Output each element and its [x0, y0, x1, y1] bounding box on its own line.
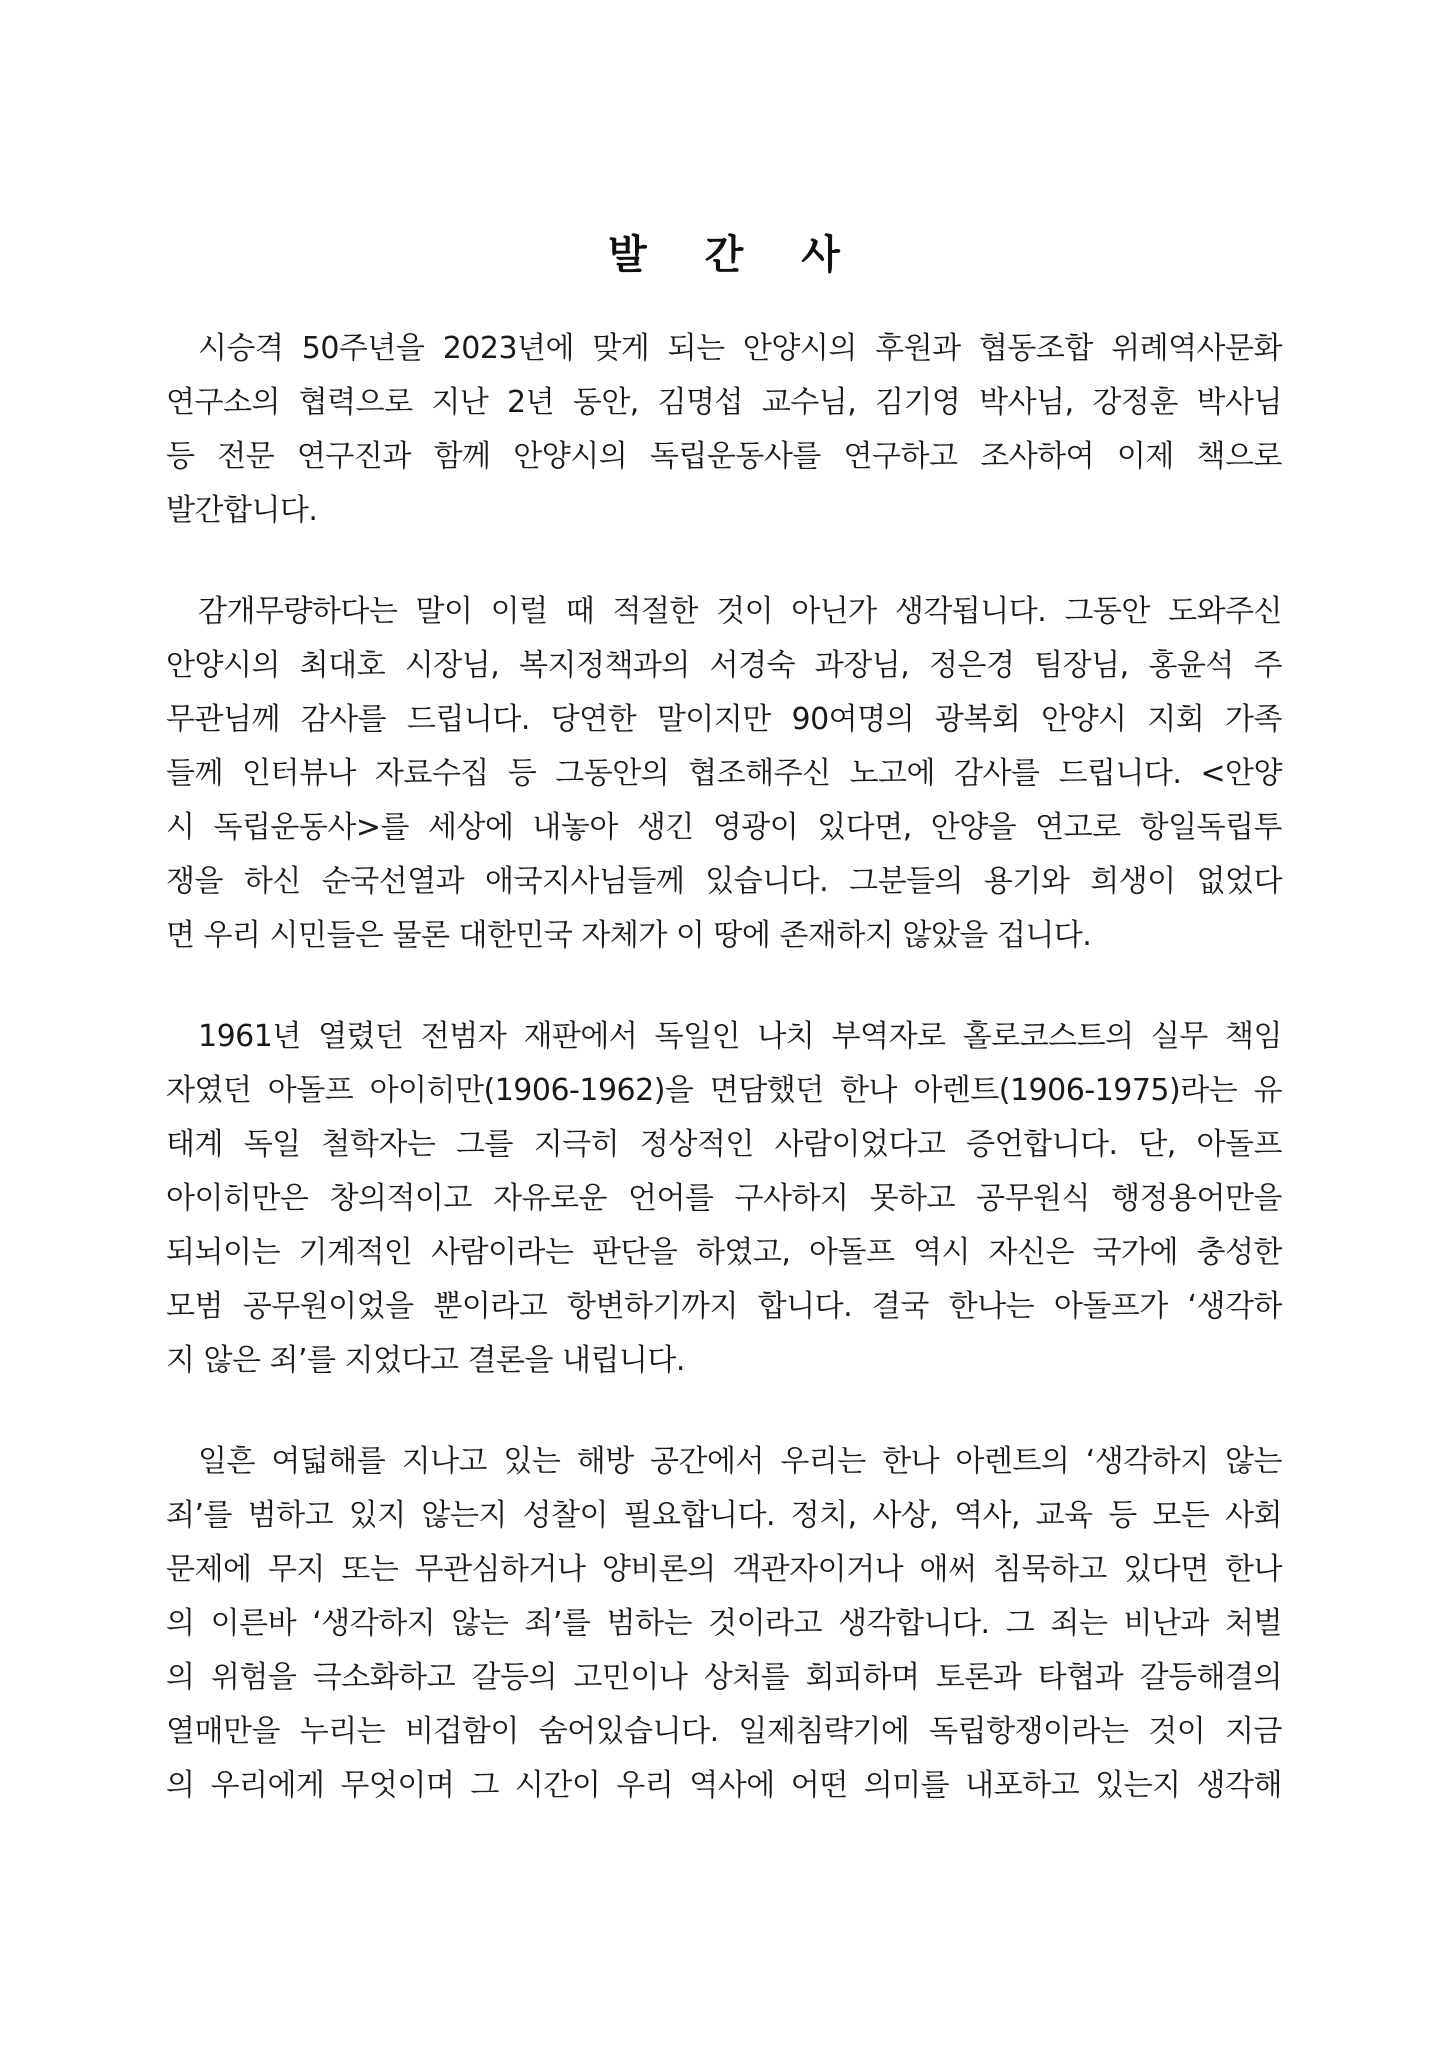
text-line: 의 우리에게 무엇이며 그 시간이 우리 역사에 어떤 의미를 내포하고 있는지 생각해 — [166, 1768, 1282, 1803]
text-line: 등 전문 연구진과 함께 안양시의 독립운동사를 연구하고 조사하여 이제 책으로 — [166, 439, 1282, 474]
page-title: 발 간 사 — [608, 231, 862, 278]
text-line: 일흔 여덟해를 지나고 있는 해방 공간에서 우리는 한나 아렌트의 ‘생각하지 않는 — [198, 1444, 1282, 1479]
text-line: 태계 독일 철학자는 그를 지극히 정상적인 사람이었다고 증언합니다. 단, 아돌프 — [166, 1127, 1282, 1162]
paragraph-3 — [166, 1010, 1282, 1388]
text-line: 자였던 아돌프 아이히만(1906-1962)을 면담했던 한나 아렌트(1906-1975)라는 유 — [166, 1073, 1282, 1108]
text-line: 문제에 무지 또는 무관심하거나 양비론의 객관자이거나 애써 침묵하고 있다면 한나 — [166, 1552, 1282, 1587]
paragraph-2 — [166, 585, 1282, 963]
text-line: 의 위험을 극소화하고 갈등의 고민이나 상처를 회피하며 토론과 타협과 갈등해결의 — [166, 1660, 1282, 1695]
text-line: 죄’를 범하고 있지 않는지 성찰이 필요합니다. 정치, 사상, 역사, 교육 등 모든 사회 — [166, 1498, 1282, 1533]
paragraph-4 — [166, 1435, 1282, 1813]
text-line: 연구소의 협력으로 지난 2년 동안, 김명섭 교수님, 김기영 박사님, 강정훈 박사님 — [166, 385, 1282, 420]
text-line: 시 독립운동사>를 세상에 내놓아 생긴 영광이 있다면, 안양을 연고로 항일독립투 — [166, 810, 1282, 845]
text-line: 되뇌이는 기계적인 사람이라는 판단을 하였고, 아돌프 역시 자신은 국가에 충성한 — [166, 1235, 1282, 1270]
text-line: 발간합니다. — [166, 493, 318, 528]
body-text — [166, 322, 1282, 1860]
text-line: 감개무량하다는 말이 이럴 때 적절한 것이 아닌가 생각됩니다. 그동안 도와주신 — [198, 594, 1282, 629]
text-line: 지 않은 죄’를 지었다고 결론을 내립니다. — [166, 1343, 685, 1378]
text-line: 무관님께 감사를 드립니다. 당연한 말이지만 90여명의 광복회 안양시 지회 가족 — [166, 702, 1282, 737]
text-line: 쟁을 하신 순국선열과 애국지사님들께 있습니다. 그분들의 용기와 희생이 없었다 — [166, 864, 1282, 899]
text-line: 1961년 열렸던 전범자 재판에서 독일인 나치 부역자로 홀로코스트의 실무 책임 — [198, 1019, 1282, 1054]
text-line: 열매만을 누리는 비겁함이 숨어있습니다. 일제침략기에 독립항쟁이라는 것이 지금 — [166, 1714, 1282, 1749]
text-line: 시승격 50주년을 2023년에 맞게 되는 안양시의 후원과 협동조합 위례역사문화 — [198, 331, 1282, 366]
paragraph-1 — [166, 322, 1282, 538]
text-line: 면 우리 시민들은 물론 대한민국 자체가 이 땅에 존재하지 않았을 겁니다. — [166, 918, 1092, 953]
text-line: 모범 공무원이었을 뿐이라고 항변하기까지 합니다. 결국 한나는 아돌프가 ‘생각하 — [166, 1289, 1282, 1324]
text-line: 들께 인터뷰나 자료수집 등 그동안의 협조해주신 노고에 감사를 드립니다. <안양 — [166, 756, 1282, 791]
text-line: 아이히만은 창의적이고 자유로운 언어를 구사하지 못하고 공무원식 행정용어만을 — [166, 1181, 1282, 1216]
text-line: 의 이른바 ‘생각하지 않는 죄’를 범하는 것이라고 생각합니다. 그 죄는 비난과 처벌 — [166, 1606, 1282, 1641]
text-line: 안양시의 최대호 시장님, 복지정책과의 서경숙 과장님, 정은경 팀장님, 홍윤석 주 — [166, 648, 1282, 683]
